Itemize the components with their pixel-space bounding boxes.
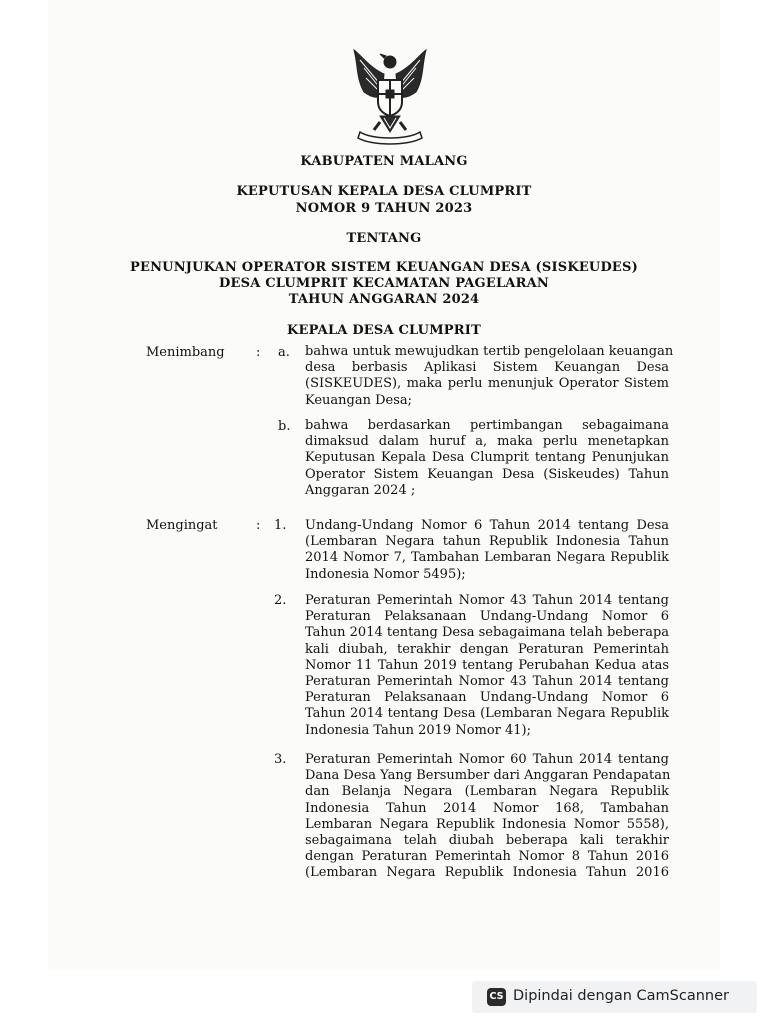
- mengingat-label: Mengingat: [146, 518, 218, 533]
- subject-line-2: DESA CLUMPRIT KECAMATAN PAGELARAN: [219, 276, 549, 291]
- menimbang-item-a: [305, 344, 674, 409]
- text-line: (Lembaran Negara Republik Indonesia Tahun 2016: [305, 865, 669, 881]
- menimbang-marker-b: b.: [278, 419, 291, 434]
- text-line: dan Belanja Negara (Lembaran Negara Republik: [305, 784, 669, 800]
- text-line: dimaksud dalam huruf a, maka perlu menetapkan: [305, 434, 669, 450]
- text-line: Tahun 2014 tentang Desa (Lembaran Negara Republik: [305, 706, 669, 722]
- menimbang-item-b: [305, 418, 669, 499]
- mengingat-item-3: [305, 752, 669, 882]
- garuda-emblem-icon: [350, 48, 430, 146]
- text-line: dengan Peraturan Pemerintah Nomor 8 Tahun 2016: [305, 849, 669, 865]
- text-line: Lembaran Negara Republik Indonesia Nomor 5558),: [305, 816, 669, 832]
- camscanner-logo-icon: CS: [487, 988, 506, 1006]
- text-line: (Lembaran Negara tahun Republik Indonesia Tahun: [305, 534, 669, 550]
- text-line: Peraturan Pelaksanaan Undang-Undang Nomor 6: [305, 690, 669, 706]
- decree-number: NOMOR 9 TAHUN 2023: [295, 201, 473, 216]
- text-line: Keputusan Kepala Desa Clumprit tentang Penunjukan: [305, 450, 669, 466]
- text-line: desa berbasis Aplikasi Sistem Keuangan Desa: [305, 360, 669, 376]
- text-line: bahwa berdasarkan pertimbangan sebagaimana: [305, 418, 669, 433]
- text-line: Peraturan Pemerintah Nomor 60 Tahun 2014 tentang: [305, 752, 669, 767]
- text-line: Indonesia Tahun 2019 Nomor 41);: [305, 722, 532, 738]
- subject-line-3: TAHUN ANGGARAN 2024: [288, 292, 480, 307]
- regency-title: KABUPATEN MALANG: [300, 154, 468, 169]
- text-line: Indonesia Tahun 2014 Nomor 168, Tambahan: [305, 800, 669, 816]
- text-line: Dana Desa Yang Bersumber dari Anggaran Pendapatan: [305, 768, 671, 784]
- decree-title: KEPUTUSAN KEPALA DESA CLUMPRIT: [236, 184, 532, 199]
- mengingat-item-1: [305, 518, 669, 583]
- text-line: Anggaran 2024 ;: [305, 482, 416, 498]
- text-line: Peraturan Pemerintah Nomor 43 Tahun 2014 tentang: [305, 593, 669, 608]
- menimbang-colon: :: [256, 345, 261, 360]
- mengingat-marker-2: 2.: [274, 593, 287, 608]
- text-line: kali diubah, terakhir dengan Peraturan Pemerintah: [305, 641, 669, 657]
- mengingat-marker-1: 1.: [274, 518, 287, 533]
- text-line: Undang-Undang Nomor 6 Tahun 2014 tentang Desa: [305, 518, 669, 533]
- text-line: Nomor 11 Tahun 2019 tentang Perubahan Kedua atas: [305, 657, 669, 673]
- text-line: Operator Sistem Keuangan Desa (Siskeudes) Tahun: [305, 466, 669, 482]
- text-line: bahwa untuk mewujudkan tertib pengelolaan keuangan: [305, 344, 674, 359]
- text-line: (SISKEUDES), maka perlu menunjuk Operator Sistem: [305, 376, 669, 392]
- mengingat-item-2: [305, 593, 669, 739]
- menimbang-label: Menimbang: [146, 345, 225, 360]
- text-line: Peraturan Pelaksanaan Undang-Undang Nomor 6: [305, 609, 669, 625]
- subject-line-1: PENUNJUKAN OPERATOR SISTEM KEUANGAN DESA (SISKEUDES): [130, 260, 638, 275]
- text-line: 2014 Nomor 7, Tambahan Lembaran Negara Republik: [305, 550, 669, 566]
- text-line: Keuangan Desa;: [305, 392, 413, 408]
- mengingat-colon: :: [256, 518, 261, 533]
- text-line: Indonesia Nomor 5495);: [305, 566, 466, 582]
- authority-heading: KEPALA DESA CLUMPRIT: [287, 323, 481, 338]
- text-line: Peraturan Pemerintah Nomor 43 Tahun 2014 tentang: [305, 674, 669, 690]
- mengingat-marker-3: 3.: [274, 752, 287, 767]
- text-line: Tahun 2014 tentang Desa sebagaimana telah beberapa: [305, 625, 670, 641]
- about-heading: TENTANG: [346, 231, 422, 246]
- camscanner-label: Dipindai dengan CamScanner: [513, 988, 730, 1004]
- text-line: sebagaimana telah diubah beberapa kali terakhir: [305, 833, 669, 849]
- menimbang-marker-a: a.: [278, 345, 290, 360]
- camscanner-badge: [472, 981, 757, 1013]
